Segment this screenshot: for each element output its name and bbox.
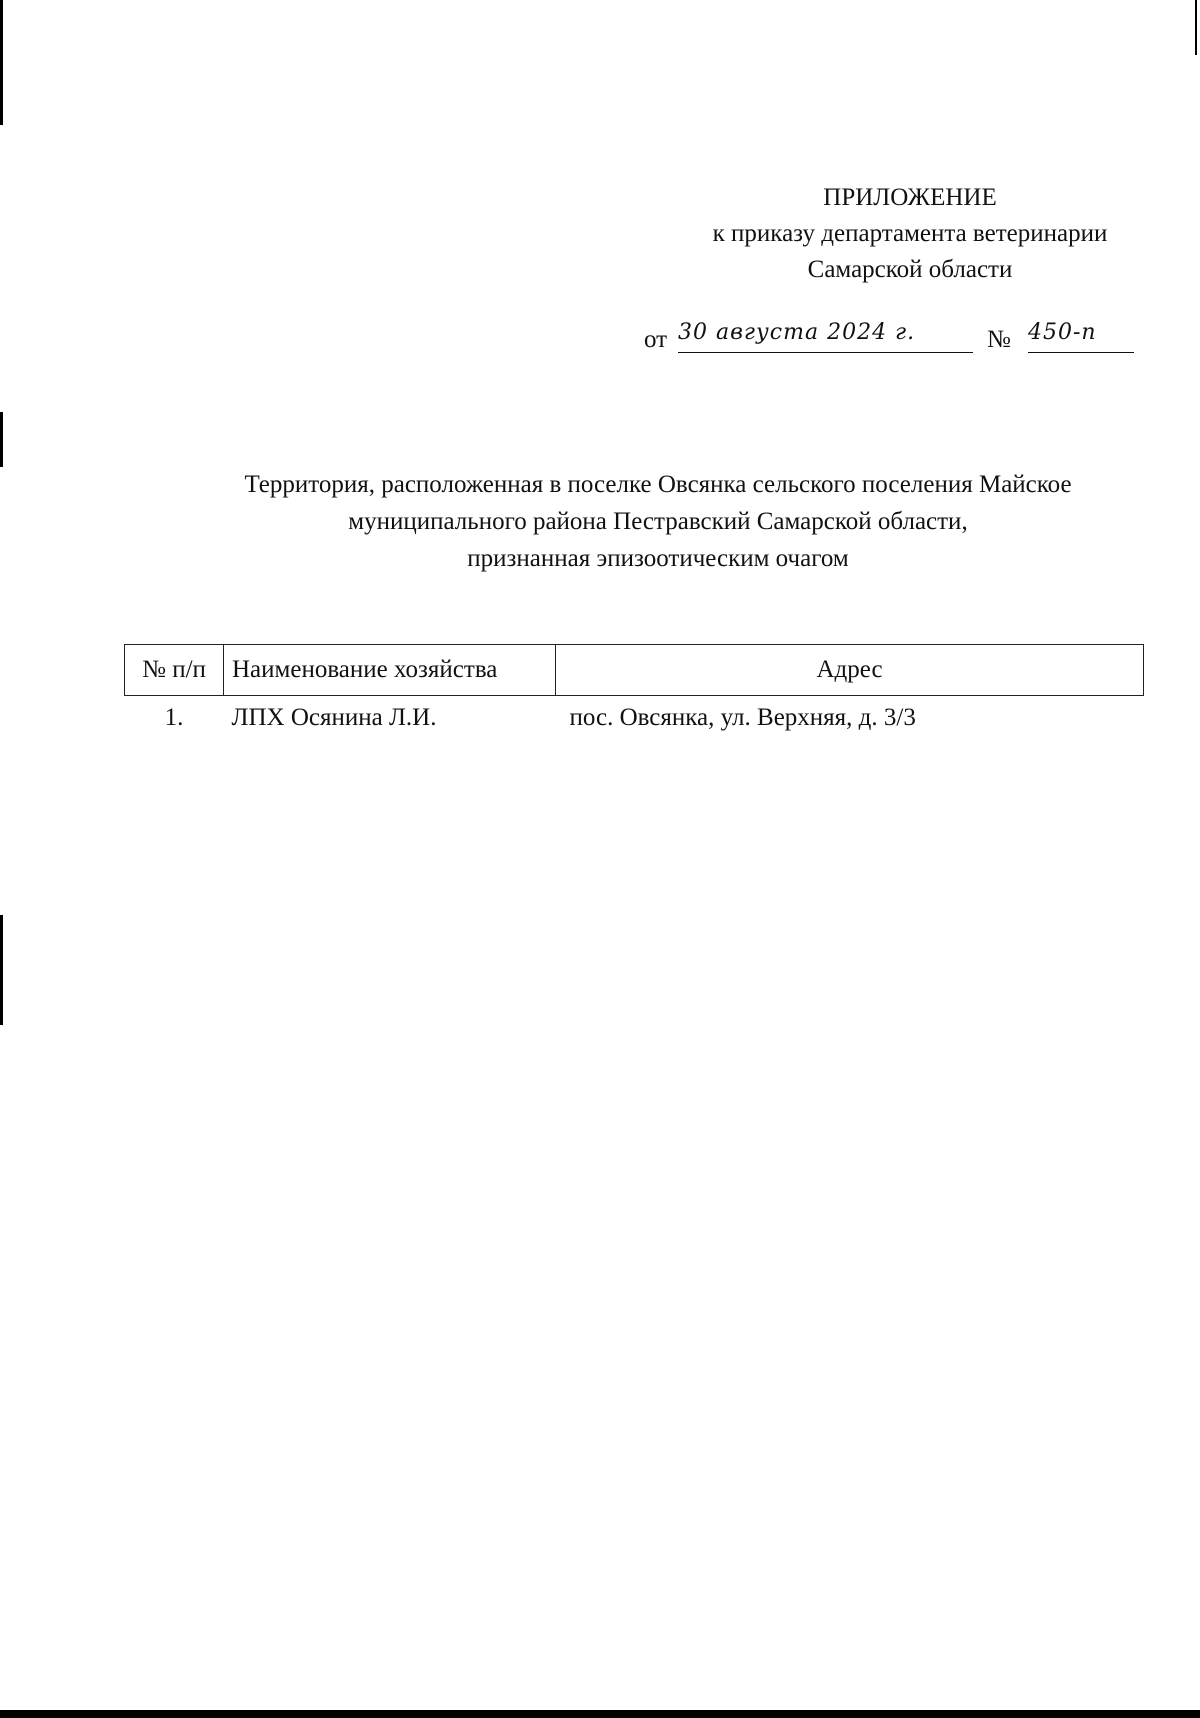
scan-edge-mark	[0, 412, 3, 467]
title-line: признанная эпизоотическим очагом	[467, 545, 849, 572]
table-header-row	[125, 645, 1144, 696]
scan-edge-mark	[0, 0, 3, 125]
title-line: муниципального района Пестравский Самарской области,	[348, 508, 968, 535]
handwritten-date: 30 августа 2024 г.	[678, 320, 973, 353]
appendix-order-line: к приказу департамента ветеринарии	[712, 220, 1108, 247]
column-header-number: № п/п	[125, 645, 224, 696]
column-header-name: Наименование хозяйства	[224, 645, 556, 696]
number-prefix: №	[987, 326, 1011, 353]
appendix-heading: ПРИЛОЖЕНИЕ	[823, 184, 997, 211]
row-farm-name: ЛПХ Осянина Л.И.	[231, 704, 437, 731]
row-number: 1.	[164, 704, 184, 731]
appendix-region-line: Самарской области	[807, 256, 1013, 283]
scan-edge-mark	[1195, 0, 1197, 55]
title-line: Территория, расположенная в поселке Овсянка сельского поселения Майское	[244, 471, 1072, 498]
column-header-address: Адрес	[556, 645, 1144, 696]
scan-edge-mark	[0, 915, 3, 1025]
document-title	[100, 466, 1200, 577]
date-number-line	[644, 320, 1144, 362]
table-row	[125, 696, 1144, 741]
scan-bottom-edge	[0, 1710, 1200, 1718]
farms-table	[124, 644, 1144, 740]
handwritten-number: 450-п	[1028, 320, 1134, 353]
row-address: пос. Овсянка, ул. Верхняя, д. 3/3	[569, 704, 916, 731]
date-prefix: от	[644, 326, 668, 353]
